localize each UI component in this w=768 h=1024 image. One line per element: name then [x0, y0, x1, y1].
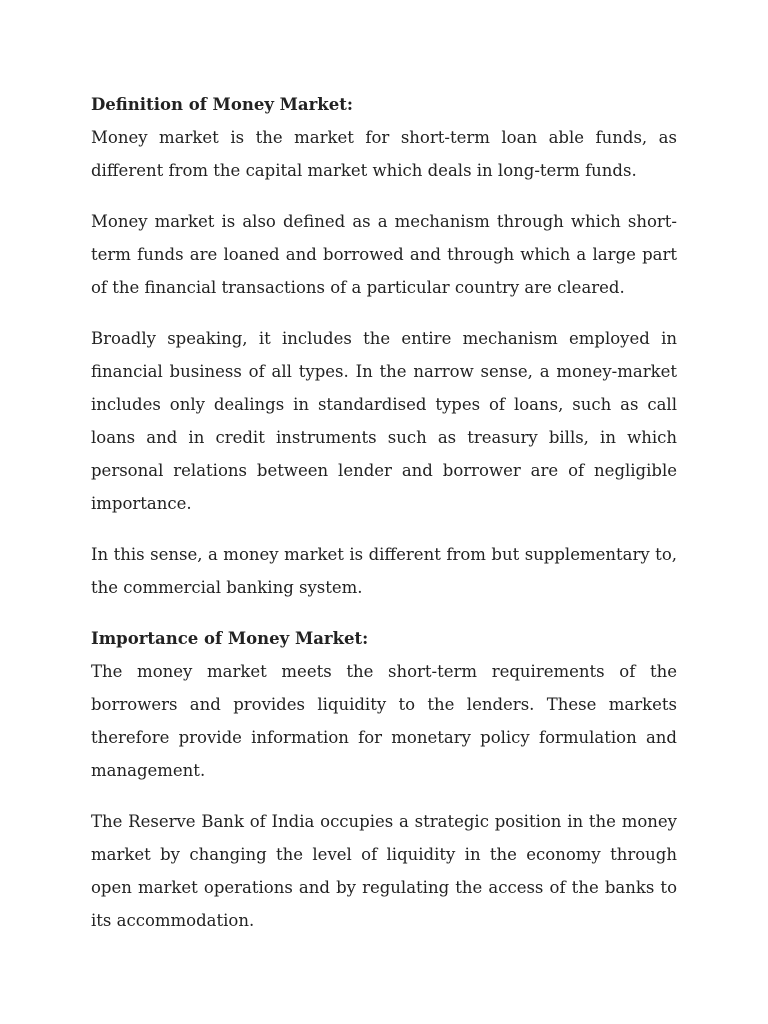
paragraph: The money market meets the short-term requirements of the borrowers and provides liquidity to the lenders. These markets therefore provide information for monetary policy formulation and management.: [91, 662, 677, 780]
section-heading-definition: Definition of Money Market:: [91, 95, 353, 114]
paragraph: Money market is the market for short-term loan able funds, as different from the capital market which deals in long-term funds.: [91, 128, 677, 180]
paragraph: The Reserve Bank of India occupies a strategic position in the money market by changing the level of liquidity in the economy through open market operations and by regulating the access of the banks to its accommodation.: [91, 812, 677, 930]
paragraph: In this sense, a money market is different from but supplementary to, the commercial banking system.: [91, 545, 677, 597]
document-page: [91, 88, 677, 955]
section-definition: [91, 88, 677, 604]
section-importance: [91, 622, 677, 937]
paragraph: Broadly speaking, it includes the entire mechanism employed in financial business of all types. In the narrow sense, a money-market includes only dealings in standardised types of loans, such as call loans and in credit instruments such as treasury bills, in which personal relations between lender and borrower are of negligible importance.: [91, 329, 677, 513]
section-heading-importance: Importance of Money Market:: [91, 629, 369, 648]
paragraph: Money market is also defined as a mechanism through which short-term funds are loaned and borrowed and through which a large part of the financial transactions of a particular country are cleared.: [91, 212, 677, 297]
